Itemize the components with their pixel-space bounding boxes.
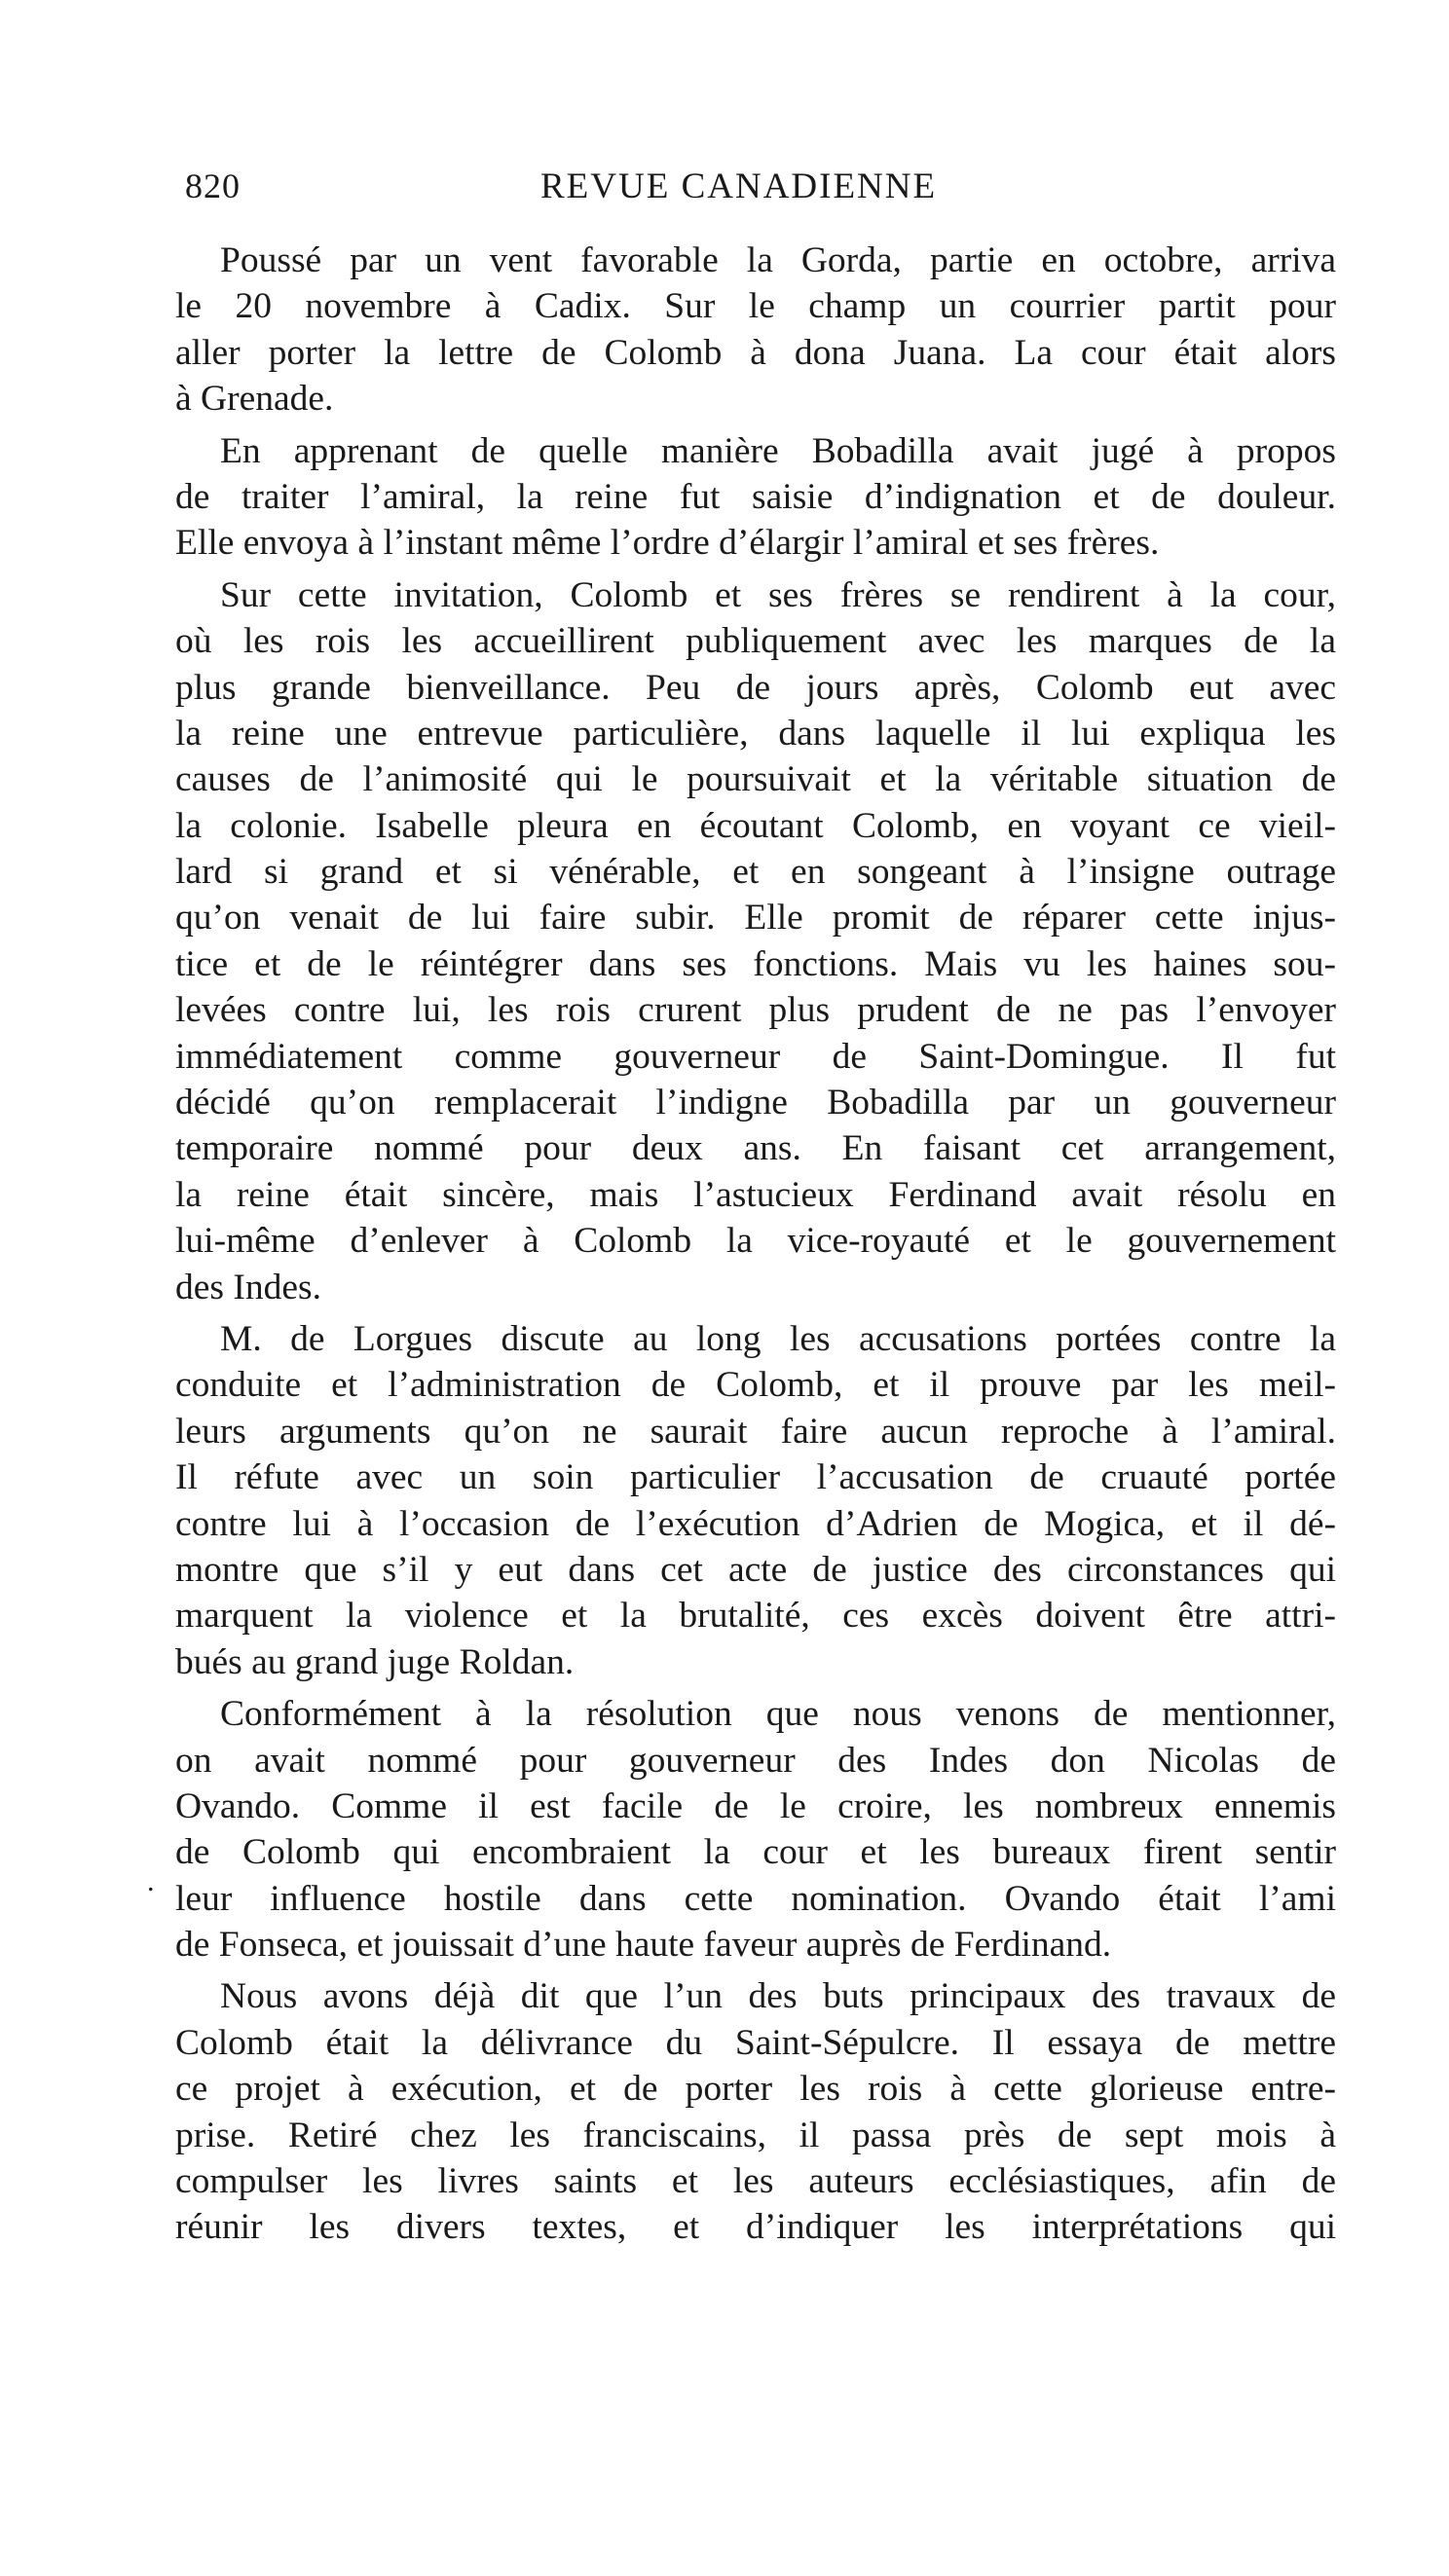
text-line: compulser les livres saints et les auteurs ecclésiastiques, afin de	[175, 2161, 1336, 2202]
text-line: de Fonseca, et jouissait d’une haute faveur auprès de Ferdinand.	[175, 1925, 1112, 1966]
text-line: tice et de le réintégrer dans ses fonctions. Mais vu les haines sou-	[175, 943, 1336, 984]
paragraph	[175, 572, 1336, 1310]
text-line: Conformément à la résolution que nous venons de mentionner,	[220, 1694, 1336, 1735]
text-line: Ovando. Comme il est facile de le croire, les nombreux ennemis	[175, 1785, 1336, 1826]
page-number: 820	[185, 166, 241, 205]
text-line: immédiatement comme gouverneur de Saint-Domingue. Il fut	[175, 1036, 1336, 1077]
text-line: lard si grand et si vénérable, et en songeant à l’insigne outrage	[175, 852, 1336, 893]
text-line: Sur cette invitation, Colomb et ses frères se rendirent à la cour,	[220, 574, 1336, 615]
text-line: qu’on venait de lui faire subir. Elle promit de réparer cette injus-	[175, 898, 1336, 938]
text-line: la colonie. Isabelle pleura en écoutant Colomb, en voyant ce vieil-	[175, 805, 1336, 846]
text-line: à Grenade.	[175, 379, 334, 420]
text-line: levées contre lui, les rois crurent plus prudent de ne pas l’envoyer	[175, 990, 1336, 1031]
text-line: contre lui à l’occasion de l’exécution d’Adrien de Mogica, et il dé-	[175, 1503, 1336, 1544]
text-line: Il réfute avec un soin particulier l’accusation de cruauté portée	[175, 1457, 1336, 1498]
page-header	[185, 166, 1334, 224]
text-line: leur influence hostile dans cette nomination. Ovando était l’ami	[175, 1878, 1336, 1919]
text-line: temporaire nommé pour deux ans. En faisant cet arrangement,	[175, 1128, 1336, 1169]
text-line: Colomb était la délivrance du Saint-Sépulcre. Il essaya de mettre	[175, 2022, 1336, 2063]
paragraph	[175, 1316, 1336, 1685]
text-line: plus grande bienveillance. Peu de jours après, Colomb eut avec	[175, 667, 1336, 708]
text-line: conduite et l’administration de Colomb, et il prouve par les meil-	[175, 1365, 1336, 1406]
paragraph	[175, 1973, 1336, 2250]
body-text	[175, 238, 1336, 2251]
text-line: décidé qu’on remplacerait l’indigne Bobadilla par un gouverneur	[175, 1083, 1336, 1123]
paragraph	[175, 1691, 1336, 1968]
text-line: le 20 novembre à Cadix. Sur le champ un courrier partit pour	[175, 286, 1336, 327]
running-title: REVUE CANADIENNE	[540, 166, 938, 206]
text-line: on avait nommé pour gouverneur des Indes don Nicolas de	[175, 1740, 1336, 1781]
paragraph	[175, 238, 1336, 423]
text-line: la reine une entrevue particulière, dans laquelle il lui expliqua les	[175, 713, 1336, 754]
text-line: réunir les divers textes, et d’indiquer les interprétations qui	[175, 2207, 1336, 2248]
text-line: ce projet à exécution, et de porter les rois à cette glorieuse entre-	[175, 2069, 1336, 2110]
paragraph	[175, 428, 1336, 567]
text-line: lui-même d’enlever à Colomb la vice-royauté et le gouvernement	[175, 1221, 1336, 1262]
text-line: En apprenant de quelle manière Bobadilla avait jugé à propos	[220, 430, 1336, 471]
text-line: Elle envoya à l’instant même l’ordre d’élargir l’amiral et ses frères.	[175, 523, 1160, 564]
margin-mark: .	[147, 1865, 155, 1897]
text-line: des Indes.	[175, 1267, 321, 1307]
text-line: marquent la violence et la brutalité, ces excès doivent être attri-	[175, 1596, 1336, 1637]
text-line: où les rois les accueillirent publiquement avec les marques de la	[175, 621, 1336, 662]
text-line: Nous avons déjà dit que l’un des buts principaux des travaux de	[220, 1976, 1336, 2017]
text-line: causes de l’animosité qui le poursuivait et la véritable situation de	[175, 759, 1336, 800]
text-line: aller porter la lettre de Colomb à dona Juana. La cour était alors	[175, 332, 1336, 373]
text-line: de Colomb qui encombraient la cour et les bureaux firent sentir	[175, 1832, 1336, 1873]
text-line: bués au grand juge Roldan.	[175, 1641, 575, 1682]
text-line: prise. Retiré chez les franciscains, il passa près de sept mois à	[175, 2115, 1336, 2155]
text-line: de traiter l’amiral, la reine fut saisie d’indignation et de douleur.	[175, 476, 1336, 517]
text-line: M. de Lorgues discute au long les accusations portées contre la	[220, 1318, 1336, 1359]
text-line: Poussé par un vent favorable la Gorda, partie en octobre, arriva	[220, 240, 1336, 280]
text-line: montre que s’il y eut dans cet acte de justice des circonstances qui	[175, 1549, 1336, 1590]
text-line: leurs arguments qu’on ne saurait faire aucun reproche à l’amiral.	[175, 1411, 1336, 1452]
text-line: la reine était sincère, mais l’astucieux Ferdinand avait résolu en	[175, 1174, 1336, 1215]
